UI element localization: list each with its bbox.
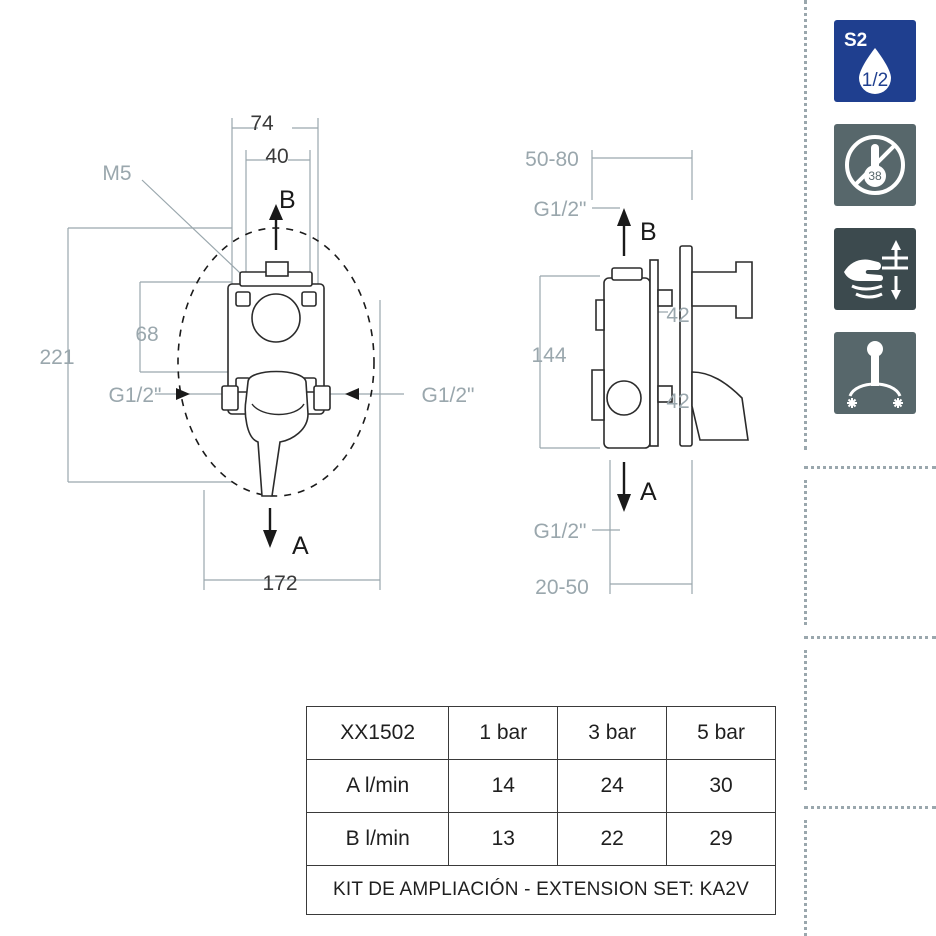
dim-42-upper: 42: [666, 304, 690, 327]
row-a-5bar: 30: [667, 760, 776, 813]
thermostat-temp-label: 38: [868, 169, 882, 183]
dim-50-80: 50-80: [525, 148, 579, 171]
row-a-3bar: 24: [558, 760, 667, 813]
dim-20-50: 20-50: [535, 576, 589, 599]
side-outlet-a: A: [640, 478, 657, 506]
dotted-guide-vertical-mid: [804, 480, 807, 625]
dotted-guide-vertical-bottom: [804, 820, 807, 936]
thermostatic-38-icon: [834, 124, 916, 206]
s2-icon-fraction: 1/2: [861, 70, 889, 91]
table-row: [307, 813, 776, 866]
table-header-5bar: 5 bar: [667, 707, 776, 760]
dotted-guide-horizontal-2: [804, 636, 936, 639]
hand-adjust-flow-icon: [834, 228, 916, 310]
row-label-b: B l/min: [307, 813, 449, 866]
anti-limescale-shower-icon: [834, 332, 916, 414]
dim-40: 40: [265, 145, 289, 168]
front-outlet-a: A: [292, 532, 309, 560]
flow-rate-table: [306, 706, 776, 915]
inlet-right-label: G1/2": [421, 384, 475, 407]
table-header-model: XX1502: [307, 707, 449, 760]
extension-set-note: KIT DE AMPLIACIÓN - EXTENSION SET: KA2V: [307, 866, 776, 915]
side-outlet-b: B: [640, 218, 657, 246]
dim-172: 172: [262, 572, 298, 595]
table-row: [307, 760, 776, 813]
dim-74: 74: [250, 112, 274, 135]
dim-221: 221: [39, 346, 75, 369]
dim-68: 68: [135, 323, 159, 346]
dotted-guide-vertical-top: [804, 0, 807, 450]
feature-icon-rail: [800, 0, 936, 936]
inlet-left-label: G1/2": [108, 384, 162, 407]
front-outlet-b: B: [279, 186, 296, 214]
table-footer-row: [307, 866, 776, 915]
row-label-a: A l/min: [307, 760, 449, 813]
dotted-guide-horizontal-1: [804, 466, 936, 469]
dotted-guide-horizontal-3: [804, 806, 936, 809]
s2-water-saving-icon: [834, 20, 916, 102]
dim-42-lower: 42: [666, 390, 690, 413]
row-a-1bar: 14: [449, 760, 558, 813]
table-header-3bar: 3 bar: [558, 707, 667, 760]
side-top-connection: G1/2": [533, 198, 587, 221]
dotted-guide-vertical-lower: [804, 650, 807, 790]
dim-m5: M5: [102, 162, 132, 185]
s2-icon-label: S2: [844, 30, 868, 51]
row-b-3bar: 22: [558, 813, 667, 866]
table-header-row: [307, 707, 776, 760]
table-header-1bar: 1 bar: [449, 707, 558, 760]
dim-144: 144: [531, 344, 567, 367]
side-bottom-connection: G1/2": [533, 520, 587, 543]
row-b-5bar: 29: [667, 813, 776, 866]
row-b-1bar: 13: [449, 813, 558, 866]
